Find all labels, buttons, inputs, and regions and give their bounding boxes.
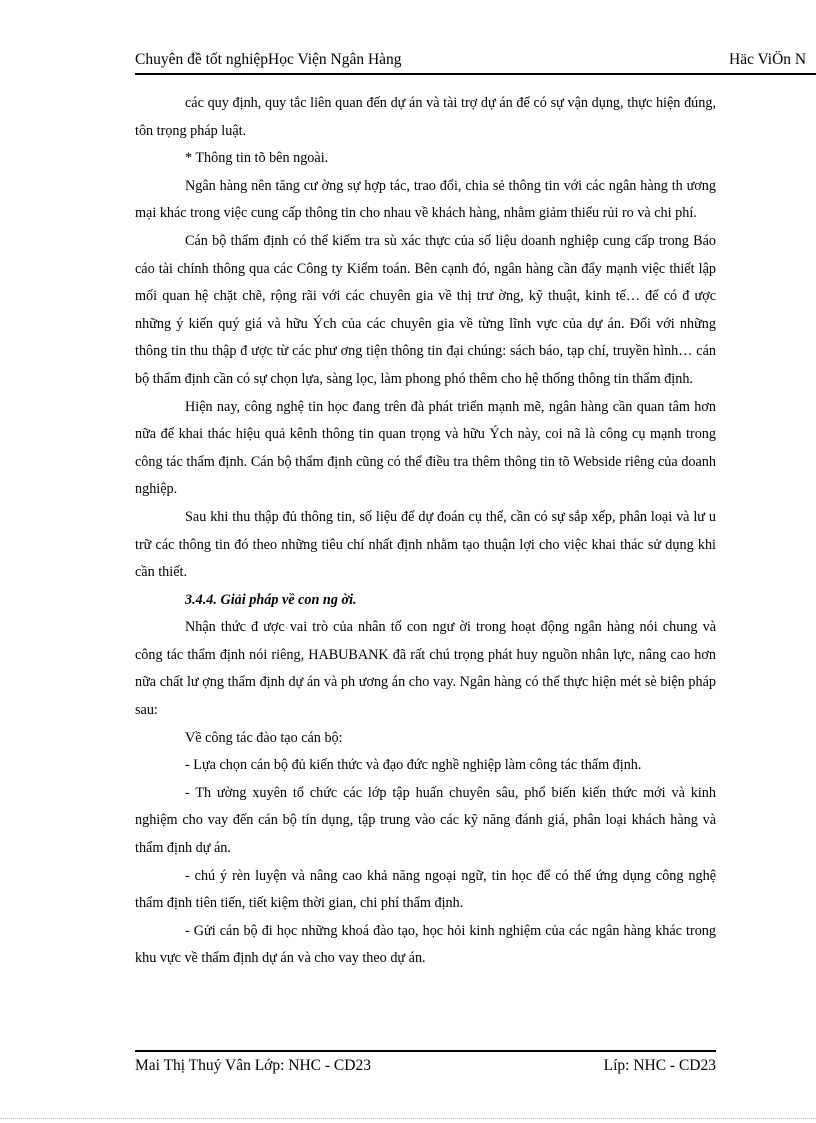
paragraph: Sau khi thu thập đủ thông tin, số liệu để dự đoán cụ thể, cần có sự sắp xếp, phân loại và lư u trữ các thông tin đó theo những tiêu chí nhất định nhằm tạo thuận lợi cho việc khai thác sử dụng khi cần thiết. <box>135 508 716 581</box>
paragraph: Ngân hàng nên tăng cư ờng sự hợp tác, trao đổi, chia sẻ thông tin với các ngân hàng th ương mại khác trong việc cung cấp thông tin cho nhau về khách hàng, nhằm giảm thiểu rủi ro và chi phí. <box>135 177 716 222</box>
list-item: - Gửi cán bộ đi học những khoá đào tạo, học hỏi kinh nghiệm của các ngân hàng khác trong khu vực về thẩm định dự án và cho vay theo dự án. <box>135 922 716 967</box>
header-rule <box>135 73 816 75</box>
paragraph: Hiện nay, công nghệ tin học đang trên đà phát triển mạnh mẽ, ngân hàng cần quan tâm hơn nữa để khai thác hiệu quả kênh thông tin quan trọng và hữu Ých này, coi nã là công cụ mạnh trong công tác thẩm định. Cán bộ thẩm định cũng có thể điều tra thêm thông tin tõ Webside riêng của doanh nghiệp. <box>135 398 716 498</box>
footer-class: Líp: NHC - CD23 <box>603 1057 716 1074</box>
paragraph: Về công tác đào tạo cán bộ: <box>185 729 343 746</box>
section-heading: 3.4.4. Giải pháp về con ng ời. <box>185 591 357 608</box>
footer-author: Mai Thị Thuý Vân Lớp: NHC - CD23 <box>135 1057 371 1074</box>
paragraph: Nhận thức đ ược vai trò của nhân tố con ngư ời trong hoạt động ngân hàng nói chung và công tác thẩm định nói riêng, HABUBANK đã rất chú trọng phát huy nguồn nhân lực, nâng cao hơn nữa chất lư ợng thẩm định dự án và ph ương án cho vay. Ngân hàng có thể thực hiện mét sè biện pháp sau: <box>135 619 716 719</box>
page-footer <box>135 1055 716 1077</box>
paragraph-continued: các quy định, quy tắc liên quan đến dự án và tài trợ dự án để có sự vận dụng, thực hiện đúng, tôn trọng pháp luật. <box>135 95 716 139</box>
paragraph: Cán bộ thẩm định có thể kiểm tra sù xác thực của số liệu doanh nghiệp cung cấp trong Báo cáo tài chính thông qua các Công ty Kiểm toán. Bên cạnh đó, ngân hàng cần đẩy mạnh việc thiết lập mối quan hệ chặt chẽ, rộng rãi với các chuyên gia về thị trư ờng, kỹ thuật, kinh tế… để có đ ược những ý kiến quý giá và hữu Ých của các chuyên gia về từng lĩnh vực của dự án. Đối với những thông tin thu thập đ ược từ các phư ơng tiện thông tin đại chúng: sách báo, tạp chí, truyền hình… cán bộ thẩm định cần có sự chọn lựa, sàng lọc, làm phong phó thêm cho hệ thống thông tin thẩm định. <box>135 232 716 387</box>
page-header <box>135 48 816 72</box>
list-item: - chú ý rèn luyện và nâng cao khả năng ngoại ngữ, tin học để có thể ứng dụng công nghệ thẩm định tiên tiến, tiết kiệm thời gian, chi phí thẩm định. <box>135 867 716 912</box>
list-item: - Th ường xuyên tổ chức các lớp tập huấn chuyên sâu, phổ biến kiến thức mới và kinh nghiệm cho vay đến cán bộ tín dụng, tập trung vào các kỹ năng đánh giá, phân loại khách hàng và thẩm định dự án. <box>135 784 716 857</box>
section-label-external-info: * Thông tin tõ bên ngoài. <box>185 150 329 167</box>
page-edge-divider <box>0 1118 816 1120</box>
list-item: - Lựa chọn cán bộ đủ kiến thức và đạo đức nghề nghiệp làm công tác thẩm định. <box>185 757 642 774</box>
footer-rule <box>135 1050 716 1052</box>
header-title: Chuyên đề tốt nghiệpHọc Viện Ngân Hàng <box>135 51 402 68</box>
header-school: Häc ViÖn N <box>729 51 807 68</box>
document-body <box>135 90 716 973</box>
